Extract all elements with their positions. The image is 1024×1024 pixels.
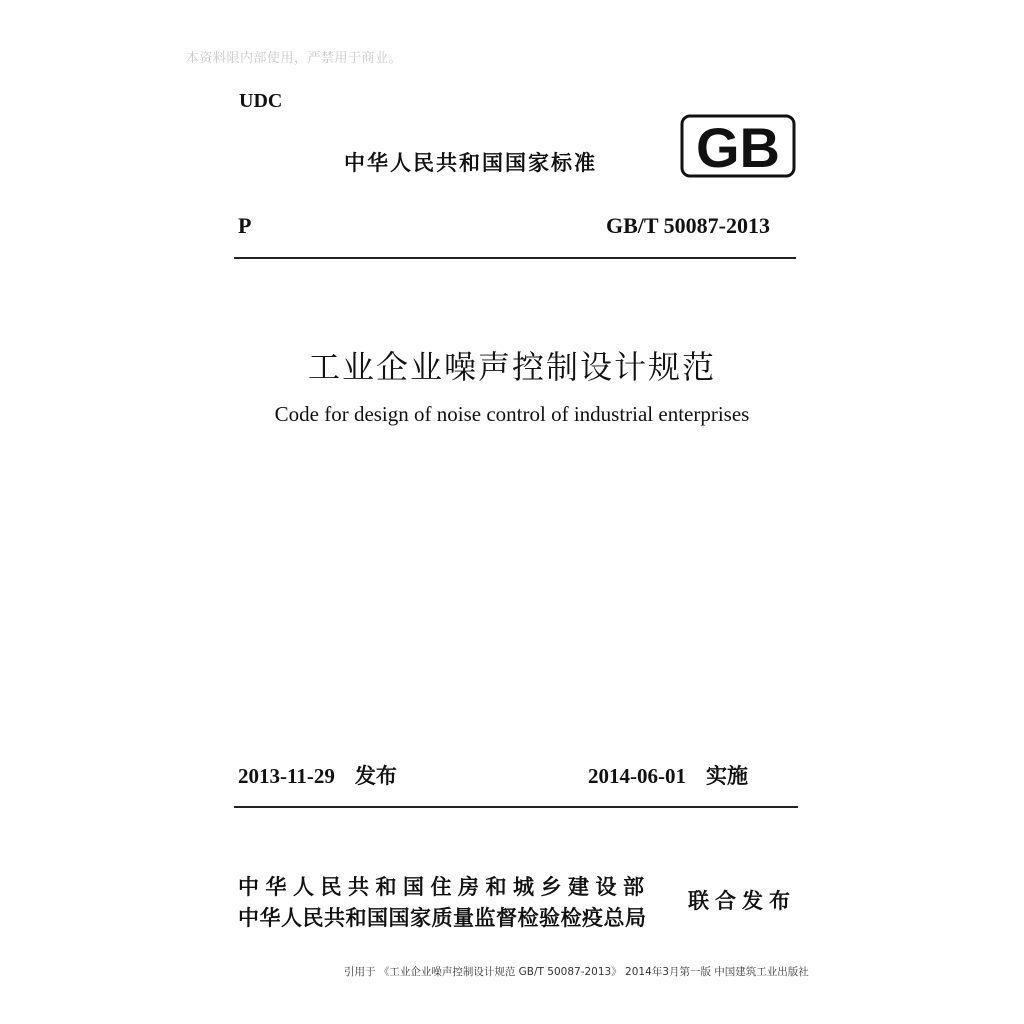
joint-publish-label: 联合发布 [688,889,796,913]
date-divider [234,806,798,808]
citation-footer: 引用于 《工业企业噪声控制设计规范 GB/T 50087-2013》 2014年3月第一版 中国建筑工业出版社 [344,966,809,978]
standard-number: GB/T 50087-2013 [606,213,771,238]
udc-label: UDC [239,90,283,112]
document-title-english: Code for design of noise control of industrial enterprises [274,402,750,426]
gb-logo-text: GB [696,116,780,178]
implement-date-block [588,760,748,790]
implement-label: 实施 [706,764,748,788]
issue-date: 2013-11-29 [238,764,335,788]
standard-title: 中华人民共和国国家标准 [344,151,597,175]
watermark: 本资料限内部使用，严禁用于商业。 [186,51,403,66]
issue-label: 发布 [354,764,397,788]
implement-date: 2014-06-01 [588,764,686,788]
header-divider [234,257,796,259]
publisher-line-2: 中华人民共和国国家质量监督检验检疫总局 [238,906,647,930]
gb-logo-icon [680,114,796,178]
document-title-chinese: 工业企业噪声控制设计规范 [307,348,716,386]
issue-date-block [238,760,397,790]
publisher-line-1: 中华人民共和国住房和城乡建设部 [238,875,651,899]
gb-logo [680,114,796,182]
classification-code: P [238,213,252,238]
